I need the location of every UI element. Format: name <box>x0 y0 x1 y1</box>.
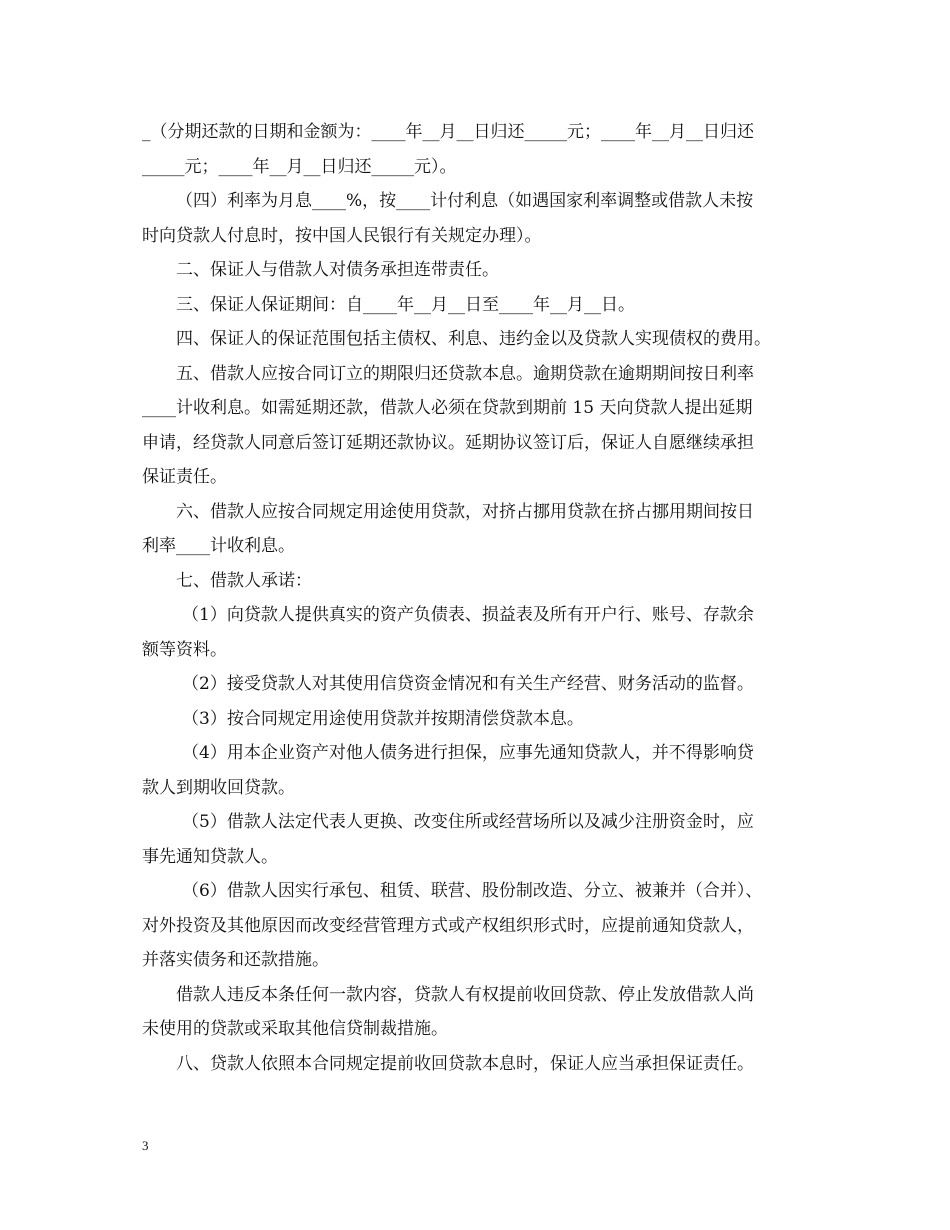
text-line: 八、贷款人依照本合同规定提前收回贷款本息时，保证人应当承担保证责任。 <box>176 1053 754 1074</box>
text-line: _____元；____年__月__日归还_____元）。 <box>142 156 457 177</box>
text-line: 四、保证人的保证范围包括主债权、利息、违约金以及贷款人实现债权的费用。 <box>176 329 771 349</box>
text-line: ____计收利息。如需延期还款，借款人必须在贷款到期前 15 天向贷款人提出延期 <box>142 398 753 418</box>
paragraph-breach-remedy <box>142 978 832 1047</box>
text-line: 二、保证人与借款人对债务承担连带责任。 <box>176 260 499 280</box>
text-line: 保证责任。 <box>142 467 227 487</box>
text-line: 额等资料。 <box>142 639 227 660</box>
paragraph-clause-8 <box>142 1047 832 1082</box>
text-line: 借款人违反本条任何一款内容，贷款人有权提前收回贷款、停止发放借款人尚 <box>176 984 754 1005</box>
text-line: 时向贷款人付息时，按中国人民银行有关规定办理）。 <box>142 225 542 246</box>
text-line: 并落实债务和还款措施。 <box>142 950 329 970</box>
text-line: （1）向贷款人提供真实的资产负债表、损益表及所有开户行、账号、存款余 <box>182 605 754 625</box>
paragraph-commitment-2 <box>142 667 832 702</box>
paragraph-clause-5 <box>142 357 832 495</box>
paragraph-commitment-4 <box>142 736 832 805</box>
text-line: 三、保证人保证期间：自____年__月__日至____年__月__日。 <box>176 294 635 315</box>
text-line: 事先通知贷款人。 <box>142 846 278 867</box>
text-line: 六、借款人应按合同规定用途使用贷款，对挤占挪用贷款在挤占挪用期间按日 <box>176 501 754 522</box>
text-line: 款人到期收回贷款。 <box>142 777 295 798</box>
text-line: （四）利率为月息____%，按____计付利息（如遇国家利率调整或借款人未按 <box>176 191 754 211</box>
paragraph-installment-schedule <box>142 115 832 184</box>
paragraph-commitment-3 <box>142 702 832 737</box>
text-line: 对外投资及其他原因而改变经营管理方式或产权组织形式时，应提前通知贷款人， <box>142 915 754 936</box>
text-line: 七、借款人承诺： <box>176 570 312 591</box>
text-line: 未使用的贷款或采取其他信贷制裁措施。 <box>142 1019 448 1039</box>
paragraph-clause-2 <box>142 253 832 288</box>
page-number: 3 <box>142 1138 149 1153</box>
paragraph-commitment-1 <box>142 598 832 667</box>
text-line: （4）用本企业资产对他人债务进行担保，应事先通知贷款人，并不得影响贷 <box>182 743 754 763</box>
paragraph-clause-7 <box>142 564 832 599</box>
paragraph-clause-6 <box>142 495 832 564</box>
paragraph-commitment-5 <box>142 805 832 874</box>
text-line: 申请，经贷款人同意后签订延期还款协议。延期协议签订后，保证人自愿继续承担 <box>142 432 754 453</box>
text-line: （2）接受贷款人对其使用信贷资金情况和有关生产经营、财务活动的监督。 <box>182 674 754 694</box>
text-line: _（分期还款的日期和金额为：____年__月__日归还_____元；____年__月__日归还 <box>142 122 754 142</box>
text-line: 五、借款人应按合同订立的期限归还贷款本息。逾期贷款在逾期期间按日利率 <box>176 363 754 384</box>
document-body <box>142 115 832 1081</box>
paragraph-clause-3 <box>142 288 832 323</box>
text-line: （6）借款人因实行承包、租赁、联营、股份制改造、分立、被兼并（合并）、 <box>182 881 763 901</box>
text-line: 利率____计收利息。 <box>142 536 295 556</box>
paragraph-clause-4 <box>142 322 832 357</box>
text-line: （5）借款人法定代表人更换、改变住所或经营场所以及减少注册资金时，应 <box>182 812 754 832</box>
text-line: （3）按合同规定用途使用贷款并按期清偿贷款本息。 <box>182 708 584 729</box>
paragraph-commitment-6 <box>142 874 832 978</box>
paragraph-interest-rate <box>142 184 832 253</box>
